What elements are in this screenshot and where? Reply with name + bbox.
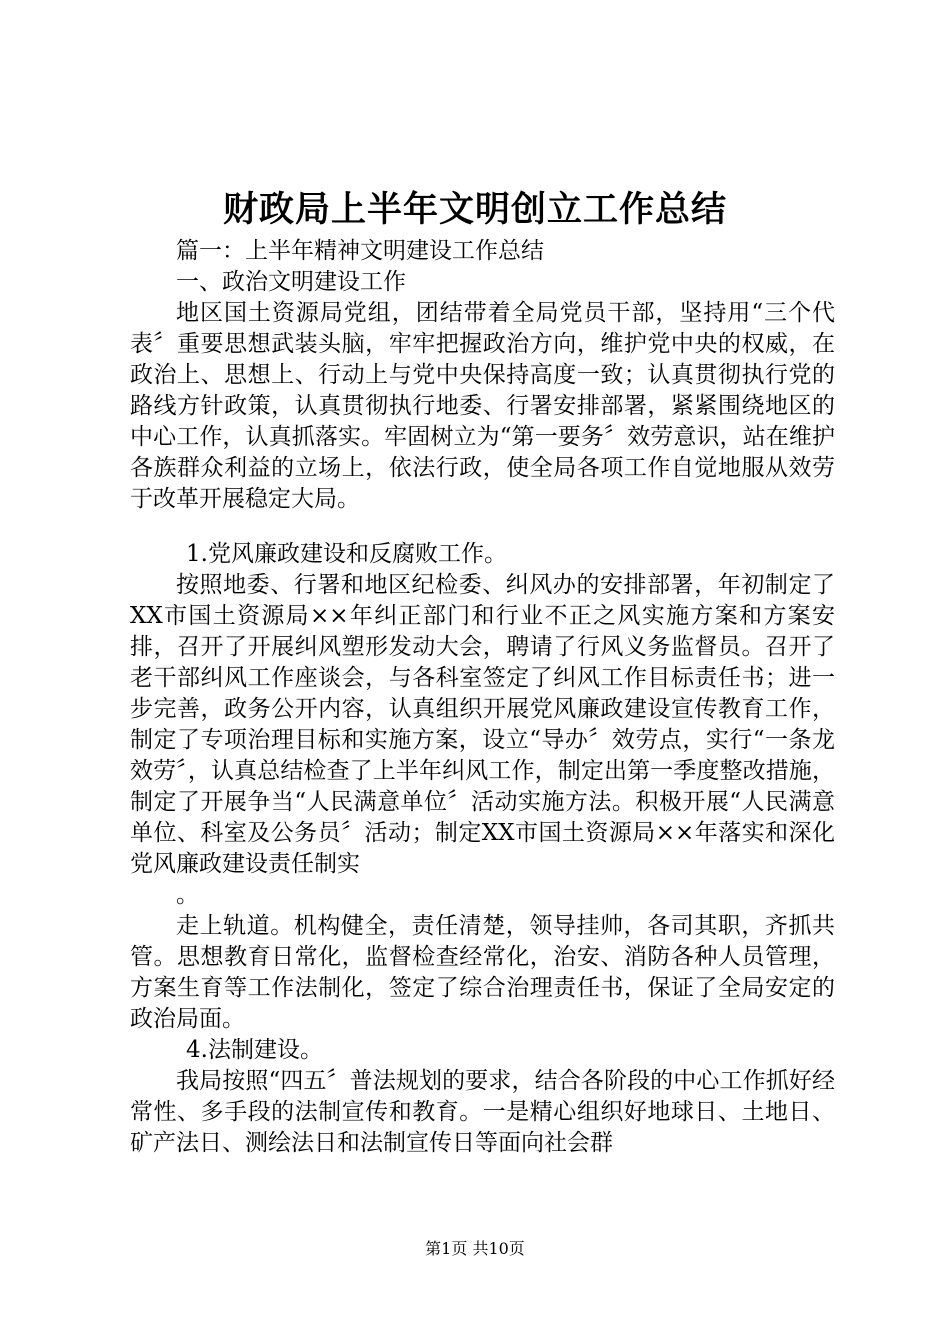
body-paragraph: 走上轨道。机构健全，责任清楚，领导挂帅，各司其职，齐抓共管。思想教育日常化，监督检查经常化，治安、消防各种人员管理，方案生育等工作法制化，签定了综合治理责任书，保证了全局安定的政治局面。 bbox=[130, 913, 835, 1032]
item-heading: 4.法制建设。 bbox=[186, 1037, 323, 1063]
body-paragraph: 按照地委、行署和地区纪检委、纠风办的安排部署，年初制定了XX市国土资源局××年纠正部门和行业不正之风实施方案和方案安排，召开了开展纠风塑形发动大会，聘请了行风义务监督员。召开了老干部纠风工作座谈会，与各科室签定了纠风工作目标责任书；进一步完善，政务公开内容，认真组织开展党风廉政建设宣传教育工作，制定了专项治理目标和实施方案，设立“导办〞效劳点，实行“一条龙效劳〞，认真总结检查了上半年纠风工作，制定出第一季度整改措施，制定了开展争当“人民满意单位〞活动实施方法。积极开展“人民满意单位、科室及公务员〞活动；制定XX市国土资源局××年落实和深化党风廉政建设责任制实 bbox=[130, 572, 835, 877]
section-heading: 篇一：上半年精神文明建设工作总结 bbox=[176, 238, 544, 264]
body-paragraph: 我局按照“四五〞普法规划的要求，结合各阶段的中心工作抓好经常性、多手段的法制宣传和教育。一是精心组织好地球日、土地日、矿产法日、测绘法日和法制宣传日等面向社会群 bbox=[130, 1068, 835, 1156]
body-paragraph: 。 bbox=[176, 882, 199, 908]
page-number: 第1页 共10页 bbox=[425, 1239, 525, 1258]
paragraph-gap bbox=[130, 515, 835, 539]
body-paragraph: 地区国土资源局党组，团结带着全局党员干部，坚持用“三个代表〞重要思想武装头脑，牢牢把握政治方向，维护党中央的权威，在政治上、思想上、行动上与党中央保持高度一致；认真贯彻执行党的路线方针政策，认真贯彻执行地委、行署安排部署，紧紧围绕地区的中心工作，认真抓落实。牢固树立为“第一要务〞效劳意识，站在维护各族群众利益的立场上，依法行政，使全局各项工作自觉地服从效劳于改革开展稳定大局。 bbox=[130, 300, 835, 512]
item-heading: 1.党风廉政建设和反腐败工作。 bbox=[186, 541, 507, 567]
document-body bbox=[130, 236, 835, 1159]
subsection-heading: 一、政治文明建设工作 bbox=[176, 269, 406, 295]
document-title: 财政局上半年文明创立工作总结 bbox=[222, 189, 727, 230]
